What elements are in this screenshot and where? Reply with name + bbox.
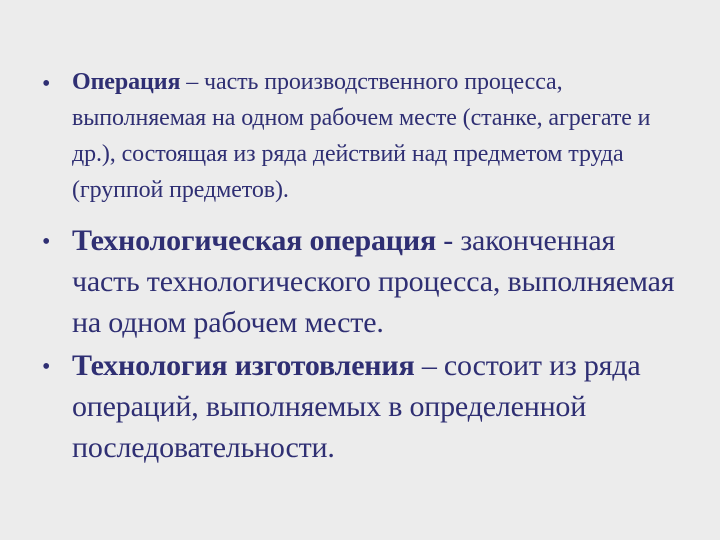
bullet-item-technological-operation bbox=[42, 220, 682, 343]
term-manufacturing-technology: Технология изготовления bbox=[72, 349, 415, 382]
bullet-item-operation bbox=[42, 64, 682, 208]
definition-operation: – часть производственного процесса, выполняемая на одном рабочем месте (станке, агрегате и др.), состоящая из ряда действий над предметом труда (группой предметов). bbox=[72, 69, 651, 203]
bullet-list bbox=[42, 64, 682, 468]
bullet-icon: • bbox=[42, 229, 51, 255]
term-operation: Операция bbox=[72, 69, 181, 95]
term-technological-operation: Технологическая операция bbox=[72, 224, 436, 257]
definition-technological-operation: - законченная часть технологического процесса, выполняемая на одном рабочем месте. bbox=[72, 224, 675, 339]
bullet-icon: • bbox=[42, 354, 51, 380]
bullet-item-manufacturing-technology bbox=[42, 345, 682, 468]
bullet-icon: • bbox=[42, 71, 51, 97]
definition-manufacturing-technology: – состоит из ряда операций, выполняемых в определенной последовательности. bbox=[72, 349, 641, 464]
